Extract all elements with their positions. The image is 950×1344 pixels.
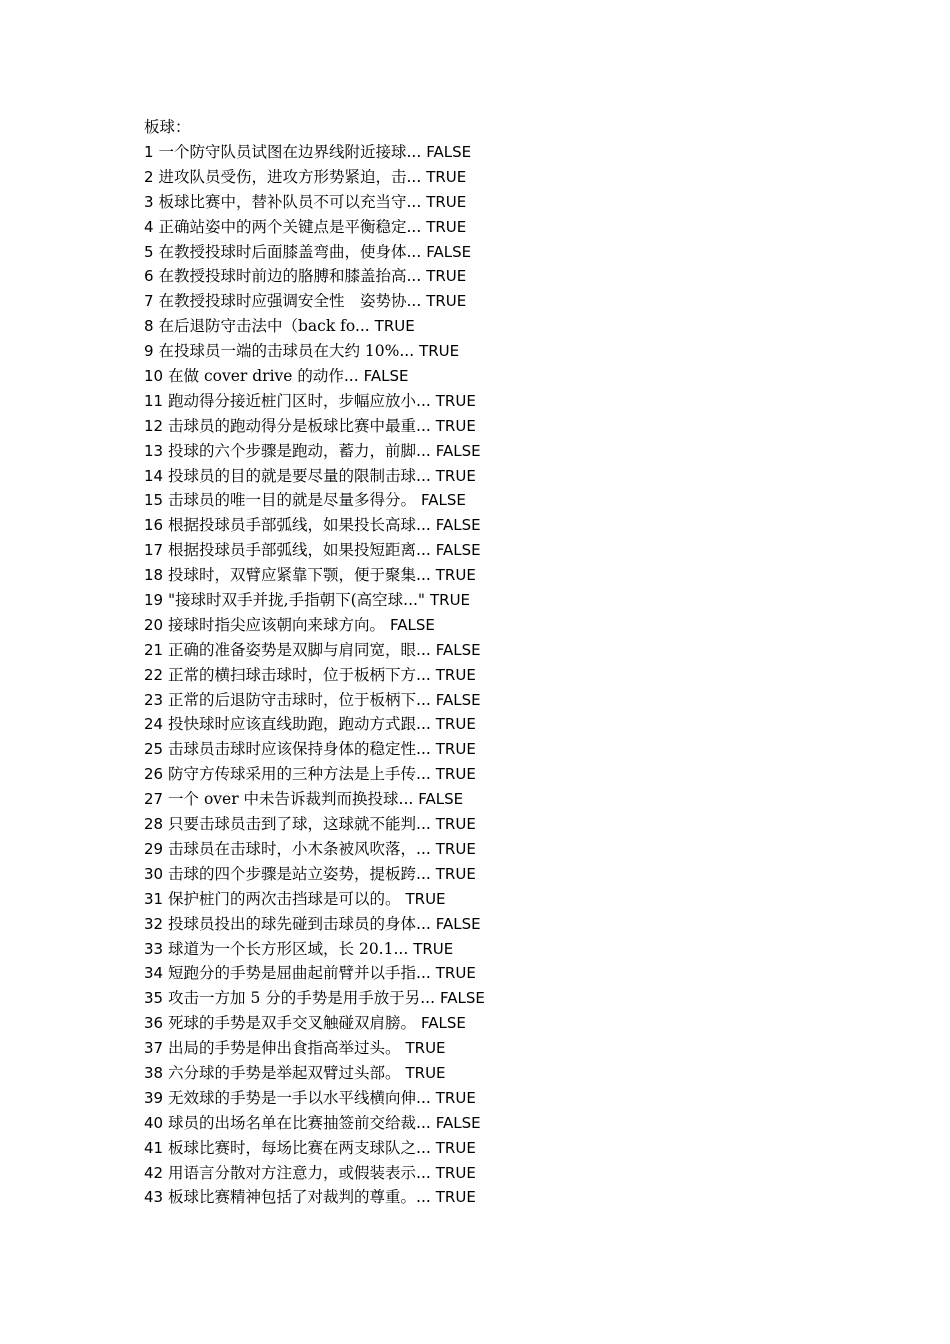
item-answer: TRUE <box>435 665 476 684</box>
item-question: 球员的出场名单在比赛抽签前交给裁... <box>168 1113 431 1132</box>
item-number: 40 <box>144 1113 164 1132</box>
item-answer: FALSE <box>435 516 481 535</box>
list-item <box>144 986 844 1011</box>
item-question: 板球比赛时，每场比赛在两支球队之... <box>168 1138 431 1157</box>
list-item <box>144 439 844 464</box>
item-number: 42 <box>144 1163 164 1182</box>
list-item <box>144 613 844 638</box>
item-question: 正确站姿中的两个关键点是平衡稳定... <box>158 217 422 236</box>
item-question: 在做 cover drive 的动作... <box>168 367 359 386</box>
list-item <box>144 488 844 513</box>
item-answer: FALSE <box>420 1014 466 1033</box>
list-item <box>144 240 844 265</box>
item-question: 保护桩门的两次击挡球是可以的。 <box>168 889 401 908</box>
list-item <box>144 1136 844 1161</box>
item-number: 34 <box>144 964 164 983</box>
item-question: 根据投球员手部弧线，如果投长高球... <box>168 516 431 535</box>
list-item <box>144 513 844 538</box>
list-item <box>144 688 844 713</box>
item-answer: TRUE <box>435 1163 476 1182</box>
list-item <box>144 1161 844 1186</box>
item-number: 4 <box>144 217 154 236</box>
item-question: 出局的手势是伸出食指高举过头。 <box>168 1039 401 1058</box>
item-answer: TRUE <box>435 864 476 883</box>
item-answer: FALSE <box>435 640 481 659</box>
item-question: 在教授投球时前边的胳膊和膝盖抬高... <box>158 267 422 286</box>
item-answer: TRUE <box>435 715 476 734</box>
item-question: 在后退防守击法中（back fo... <box>158 317 370 336</box>
item-question: 防守方传球采用的三种方法是上手传... <box>168 765 431 784</box>
item-number: 1 <box>144 143 154 161</box>
item-answer: FALSE <box>426 143 472 161</box>
item-answer: TRUE <box>405 1039 446 1058</box>
item-answer: FALSE <box>435 441 481 460</box>
item-question: 投球员的目的就是要尽量的限制击球... <box>168 466 431 485</box>
item-question: 只要击球员击到了球，这球就不能判... <box>168 815 431 834</box>
item-number: 2 <box>144 167 154 186</box>
list-item <box>144 912 844 937</box>
item-question: 投快球时应该直线助跑，跑动方式跟... <box>168 715 431 734</box>
item-answer: TRUE <box>435 466 476 485</box>
item-number: 25 <box>144 740 164 759</box>
item-number: 43 <box>144 1188 164 1207</box>
item-question: 在投球员一端的击球员在大约 10%... <box>158 342 415 361</box>
list-item <box>144 961 844 986</box>
item-number: 17 <box>144 541 164 560</box>
item-question: 击球员的跑动得分是板球比赛中最重... <box>168 416 431 435</box>
list-item <box>144 937 844 962</box>
item-answer: TRUE <box>419 342 460 361</box>
list-item <box>144 364 844 389</box>
item-question: 一个 over 中未告诉裁判而换投球... <box>168 790 414 809</box>
item-answer: TRUE <box>435 815 476 834</box>
item-number: 26 <box>144 765 164 784</box>
item-question: 投球员投出的球先碰到击球员的身体... <box>168 914 431 933</box>
item-number: 29 <box>144 839 164 858</box>
item-question: 一个防守队员试图在边界线附近接球... <box>158 143 422 161</box>
item-question: 接球时指尖应该朝向来球方向。 <box>168 615 386 634</box>
item-number: 5 <box>144 242 154 261</box>
item-number: 13 <box>144 441 164 460</box>
item-number: 31 <box>144 889 164 908</box>
item-answer: FALSE <box>418 790 464 809</box>
list-item <box>144 1185 844 1210</box>
item-question: 击球员的唯一目的就是尽量多得分。 <box>168 491 417 510</box>
item-question: 击球员在击球时，小木条被风吹落，... <box>168 839 431 858</box>
item-answer: TRUE <box>426 292 467 311</box>
list-item <box>144 887 844 912</box>
item-answer: TRUE <box>413 939 454 958</box>
item-answer: TRUE <box>405 1063 446 1082</box>
list-item <box>144 737 844 762</box>
item-number: 27 <box>144 790 164 809</box>
item-question: 进攻队员受伤，进攻方形势紧迫，击... <box>158 167 422 186</box>
item-number: 28 <box>144 815 164 834</box>
item-answer: FALSE <box>439 989 485 1008</box>
list-item <box>144 862 844 887</box>
list-item <box>144 837 844 862</box>
item-number: 20 <box>144 615 164 634</box>
item-answer: TRUE <box>435 1088 476 1107</box>
document-heading: 板球： <box>144 118 191 136</box>
item-answer: TRUE <box>435 964 476 983</box>
list-item <box>144 812 844 837</box>
list-item <box>144 289 844 314</box>
item-answer: TRUE <box>435 1188 476 1207</box>
list-item <box>144 1086 844 1111</box>
item-answer: TRUE <box>426 267 467 286</box>
item-answer: TRUE <box>405 889 446 908</box>
list-item <box>144 389 844 414</box>
item-question: 六分球的手势是举起双臂过头部。 <box>168 1063 401 1082</box>
item-number: 9 <box>144 342 154 361</box>
list-item <box>144 1036 844 1061</box>
item-answer: FALSE <box>435 1113 481 1132</box>
item-number: 30 <box>144 864 164 883</box>
item-question: 无效球的手势是一手以水平线横向伸... <box>168 1088 431 1107</box>
item-question: 用语言分散对方注意力，或假装表示... <box>168 1163 431 1182</box>
item-answer: TRUE <box>435 740 476 759</box>
item-answer: TRUE <box>435 391 476 410</box>
list-item <box>144 1111 844 1136</box>
list-item <box>144 464 844 489</box>
item-number: 38 <box>144 1063 164 1082</box>
item-question: 正确的准备姿势是双脚与肩同宽，眼... <box>168 640 431 659</box>
item-answer: TRUE <box>435 765 476 784</box>
item-number: 22 <box>144 665 164 684</box>
item-number: 23 <box>144 690 164 709</box>
item-question: 短跑分的手势是屈曲起前臂并以手指... <box>168 964 431 983</box>
list-item <box>144 588 844 613</box>
item-answer: FALSE <box>426 242 472 261</box>
list-item <box>144 762 844 787</box>
item-answer: FALSE <box>389 615 435 634</box>
item-number: 19 <box>144 591 164 610</box>
item-number: 35 <box>144 989 164 1008</box>
item-number: 36 <box>144 1014 164 1033</box>
item-answer: FALSE <box>435 690 481 709</box>
list-item <box>144 215 844 240</box>
item-answer: TRUE <box>435 1138 476 1157</box>
item-answer: TRUE <box>435 566 476 585</box>
item-answer: TRUE <box>429 591 471 610</box>
item-question: 板球比赛精神包括了对裁判的尊重。... <box>168 1188 431 1207</box>
item-question: 击球的四个步骤是站立姿势，提板跨... <box>168 864 431 883</box>
answer-list <box>144 140 844 1210</box>
item-answer: FALSE <box>363 367 409 386</box>
item-answer: TRUE <box>426 167 467 186</box>
item-question: "接球时双手并拢,手指朝下(高空球..." <box>168 591 426 610</box>
item-question: 投球时，双臂应紧靠下颚，便于聚集... <box>168 566 431 585</box>
item-answer: FALSE <box>420 491 466 510</box>
item-question: 击球员击球时应该保持身体的稳定性... <box>168 740 431 759</box>
item-number: 21 <box>144 640 164 659</box>
item-question: 在教授投球时后面膝盖弯曲，使身体... <box>158 242 422 261</box>
list-item <box>144 165 844 190</box>
item-number: 11 <box>144 391 164 410</box>
item-question: 在教授投球时应强调安全性 姿势协... <box>158 292 422 311</box>
list-item <box>144 264 844 289</box>
item-answer: FALSE <box>435 914 481 933</box>
item-question: 跑动得分接近桩门区时，步幅应放小... <box>168 391 431 410</box>
item-question: 死球的手势是双手交叉触碰双肩膀。 <box>168 1014 417 1033</box>
item-number: 8 <box>144 317 154 336</box>
list-item <box>144 339 844 364</box>
list-item <box>144 712 844 737</box>
item-number: 37 <box>144 1039 164 1058</box>
list-item <box>144 190 844 215</box>
list-item <box>144 563 844 588</box>
item-number: 3 <box>144 192 154 211</box>
item-number: 16 <box>144 516 164 535</box>
item-number: 24 <box>144 715 164 734</box>
item-answer: TRUE <box>426 192 467 211</box>
document-content <box>144 115 844 1210</box>
list-item <box>144 663 844 688</box>
item-question: 正常的横扫球击球时，位于板柄下方... <box>168 665 431 684</box>
list-item <box>144 314 844 339</box>
list-item <box>144 1061 844 1086</box>
item-number: 10 <box>144 367 164 386</box>
list-item <box>144 538 844 563</box>
item-question: 攻击一方加 5 分的手势是用手放于另... <box>168 989 436 1008</box>
item-number: 15 <box>144 491 164 510</box>
list-item <box>144 787 844 812</box>
item-number: 6 <box>144 267 154 286</box>
item-answer: TRUE <box>426 217 467 236</box>
item-number: 32 <box>144 914 164 933</box>
item-question: 投球的六个步骤是跑动，蓄力，前脚... <box>168 441 431 460</box>
list-item <box>144 1011 844 1036</box>
item-question: 球道为一个长方形区域，长 20.1... <box>168 939 409 958</box>
item-answer: FALSE <box>435 541 481 560</box>
item-answer: TRUE <box>435 839 476 858</box>
item-number: 18 <box>144 566 164 585</box>
item-number: 41 <box>144 1138 164 1157</box>
item-question: 根据投球员手部弧线，如果投短距离... <box>168 541 431 560</box>
item-number: 33 <box>144 939 164 958</box>
item-question: 正常的后退防守击球时，位于板柄下... <box>168 690 431 709</box>
item-number: 7 <box>144 292 154 311</box>
item-number: 12 <box>144 416 164 435</box>
item-question: 板球比赛中，替补队员不可以充当守... <box>158 192 422 211</box>
list-item <box>144 414 844 439</box>
list-item <box>144 140 844 165</box>
list-item <box>144 638 844 663</box>
item-answer: TRUE <box>374 317 415 336</box>
item-number: 14 <box>144 466 164 485</box>
item-answer: TRUE <box>435 416 476 435</box>
item-number: 39 <box>144 1088 164 1107</box>
